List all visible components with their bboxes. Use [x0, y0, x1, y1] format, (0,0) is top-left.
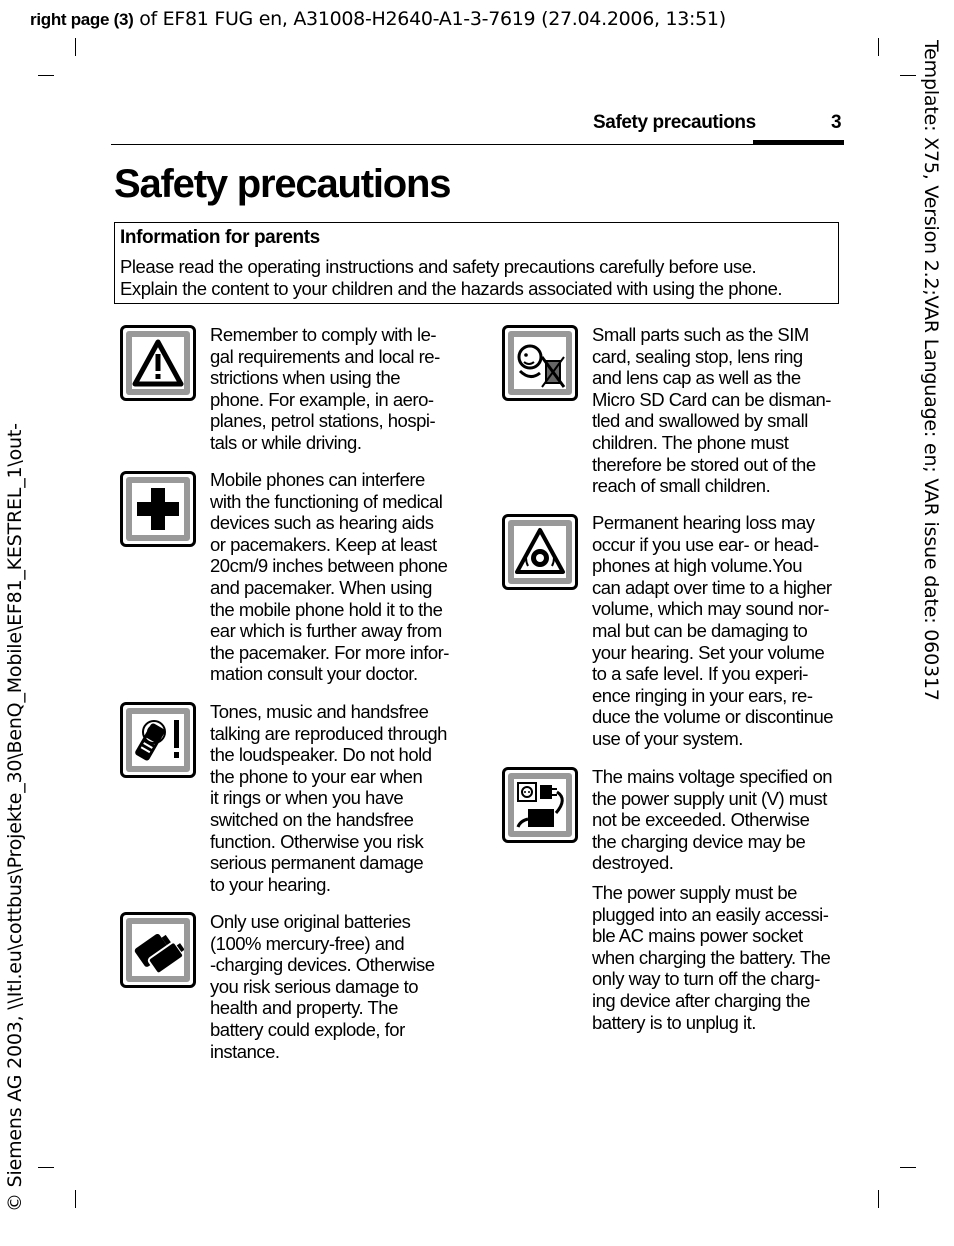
running-header-section: Safety precautions	[593, 112, 756, 133]
header-rule	[111, 144, 844, 145]
crop-mark	[38, 75, 54, 76]
print-metadata	[30, 8, 726, 30]
parents-info-text: Explain the content to your children and the hazards associated with using the phone.	[120, 278, 783, 299]
loud-phone-icon	[120, 702, 196, 778]
copyright-path-vertical: © Siemens AG 2003, \\Itl.eu\cottbus\Projekte_30\BenQ_Mobile\EF81_KESTREL_1\out-	[4, 423, 26, 1212]
crop-mark	[900, 1167, 916, 1168]
safety-text-loudspeaker: Tones, music and handsfree talking are reproduced through the loudspeaker. Do not hold the phone to your ear when it rings or when you have switched on the handsfree function. Otherwise you risk serious permanent damage to your hearing.	[210, 701, 447, 895]
safety-text-mains-voltage: The mains voltage specified on the power supply unit (V) must not be exceeded. Otherwise the charging device may be destroyed.	[592, 766, 833, 874]
safety-text-small-parts: Small parts such as the SIM card, sealing stop, lens ring and lens cap as well as the Micro SD Card can be disman- tled and swallowed by small children. The phone must therefore be stored out of the reach of small children.	[592, 324, 831, 497]
crop-mark	[878, 38, 879, 56]
child-small-parts-icon	[502, 325, 578, 401]
battery-icon	[120, 912, 196, 988]
safety-text-medical: Mobile phones can interfere with the functioning of medical devices such as hearing aids or pacemakers. Keep at least 20cm/9 inches between phone and pacemaker. When using the mobile phone hold it to the ear which is further away from the pacemaker. For more infor- mation consult your doctor.	[210, 469, 449, 685]
medical-cross-icon	[120, 471, 196, 547]
hearing-warning-icon	[502, 514, 578, 590]
crop-mark	[75, 38, 76, 56]
crop-mark	[900, 75, 916, 76]
safety-text-batteries: Only use original batteries (100% mercury-free) and -charging devices. Otherwise you risk serious damage to health and property. The battery could explode, for instance.	[210, 911, 435, 1062]
safety-text-legal: Remember to comply with le- gal requirements and local re- strictions when using the phone. For example, in aero- planes, petrol stations, hospi- tals or while driving.	[210, 324, 440, 453]
page-title: Safety precautions	[114, 162, 451, 206]
power-supply-icon	[502, 767, 578, 843]
template-info-vertical: Template: X75, Version 2.2;VAR Language: en; VAR issue date: 060317	[920, 40, 942, 701]
crop-mark	[878, 1190, 879, 1208]
crop-mark	[75, 1190, 76, 1208]
safety-text-power-plug: The power supply must be plugged into an easily accessi- ble AC mains power socket when charging the battery. The only way to turn off the charg- ing device after charging the battery is to unplug it.	[592, 882, 831, 1033]
warning-triangle-icon	[120, 325, 196, 401]
parents-info-heading: Information for parents	[120, 227, 320, 248]
header-rule-thick	[753, 140, 844, 145]
print-metadata-file: of EF81 FUG en, A31008-H2640-A1-3-7619 (27.04.2006, 13:51)	[133, 8, 726, 30]
parents-info-text: Please read the operating instructions and safety precautions carefully before use.	[120, 256, 757, 277]
crop-mark	[38, 1167, 54, 1168]
safety-text-hearing: Permanent hearing loss may occur if you use ear- or head- phones at high volume.You can adapt over time to a higher volume, which may sound nor- mal but can be damaging to your hearing. Set your volume to a safe level. If you experi- ence ringing in your ears, re- duce the volume or discontinue use of your system.	[592, 512, 834, 749]
page-number: 3	[831, 112, 842, 133]
print-metadata-page: right page (3)	[30, 10, 134, 29]
